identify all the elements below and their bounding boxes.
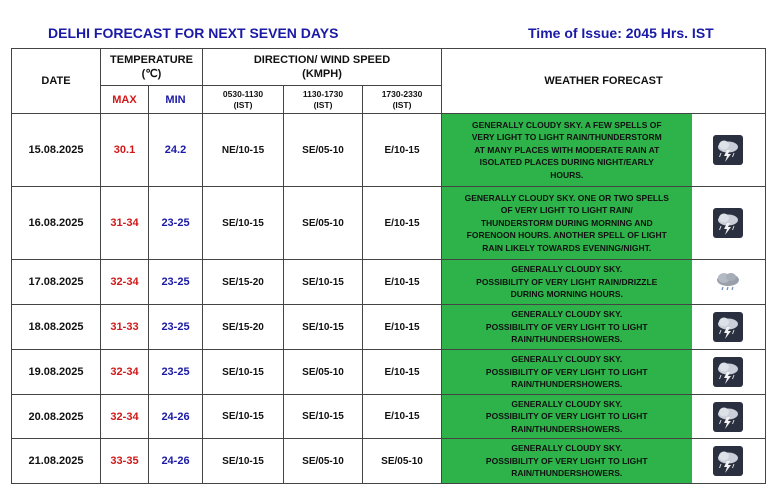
forecast-line: HOURS. xyxy=(550,169,584,180)
wind-cell: SE/15-20 xyxy=(203,260,284,305)
issue-time: Time of Issue: 2045 Hrs. IST xyxy=(528,25,714,41)
date-cell: 18.08.2025 xyxy=(12,305,101,350)
forecast-line: POSSIBILITY OF VERY LIGHT TO LIGHT xyxy=(485,366,648,377)
date-cell: 15.08.2025 xyxy=(12,114,101,187)
min-temp-cell: 24-26 xyxy=(149,395,203,439)
forecast-row xyxy=(12,350,766,395)
min-temp-cell: 23-25 xyxy=(149,350,203,395)
forecast-line: DURING MORNING HOURS. xyxy=(510,289,623,300)
drizzle-cloud-icon xyxy=(713,267,743,297)
wind-cell: SE/10-15 xyxy=(203,350,284,395)
slot-time: 0530-1130 xyxy=(222,88,264,99)
forecast-row xyxy=(12,305,766,350)
weather-forecast-header: WEATHER FORECAST xyxy=(442,49,766,114)
forecast-line: ISOLATED PLACES DURING NIGHT/EARLY xyxy=(479,157,654,168)
page-title: DELHI FORECAST FOR NEXT SEVEN DAYS xyxy=(48,25,339,41)
wind-cell: SE/05-10 xyxy=(284,439,363,484)
slot-time: 1730-2330 xyxy=(381,88,423,99)
thunderstorm-icon xyxy=(713,402,743,432)
min-temp-cell: 23-25 xyxy=(149,260,203,305)
slot-zone: (IST) xyxy=(392,99,412,110)
forecast-row xyxy=(12,395,766,439)
wind-cell: E/10-15 xyxy=(363,350,442,395)
forecast-line: RAIN/THUNDERSHOWERS. xyxy=(511,423,623,434)
forecast-line: OF VERY LIGHT TO LIGHT RAIN/ xyxy=(500,205,633,216)
slot-zone: (IST) xyxy=(233,99,253,110)
forecast-line: POSSIBILITY OF VERY LIGHT TO LIGHT xyxy=(485,455,648,466)
date-cell: 21.08.2025 xyxy=(12,439,101,484)
forecast-text-cell xyxy=(442,350,692,395)
weather-icon-cell xyxy=(692,114,766,187)
wind-cell: NE/10-15 xyxy=(203,114,284,187)
wind-cell: SE/10-15 xyxy=(203,187,284,260)
wind-cell: SE/10-15 xyxy=(284,260,363,305)
slot-time: 1130-1730 xyxy=(302,88,344,99)
thunderstorm-icon xyxy=(713,208,743,238)
weather-icon-cell xyxy=(692,305,766,350)
slot-zone: (IST) xyxy=(313,99,333,110)
forecast-table xyxy=(11,48,766,484)
forecast-line: GENERALLY CLOUDY SKY. xyxy=(511,443,623,454)
date-header: DATE xyxy=(12,49,101,114)
weather-icon-cell xyxy=(692,439,766,484)
wind-cell: SE/05-10 xyxy=(284,350,363,395)
max-temp-cell: 33-35 xyxy=(101,439,149,484)
forecast-text-cell xyxy=(442,187,692,260)
forecast-line: RAIN/THUNDERSHOWERS. xyxy=(511,379,623,390)
wind-header xyxy=(203,49,442,86)
date-cell: 19.08.2025 xyxy=(12,350,101,395)
forecast-line: GENERALLY CLOUDY SKY. A FEW SPELLS OF xyxy=(471,119,662,130)
forecast-row xyxy=(12,187,766,260)
forecast-line: THUNDERSTORM DURING MORNING AND xyxy=(480,217,653,228)
slot-header-evening xyxy=(363,86,442,114)
forecast-line: RAIN/THUNDERSHOWERS. xyxy=(511,468,623,479)
wind-cell: E/10-15 xyxy=(363,260,442,305)
date-cell: 16.08.2025 xyxy=(12,187,101,260)
wind-cell: E/10-15 xyxy=(363,395,442,439)
forecast-line: GENERALLY CLOUDY SKY. xyxy=(511,398,623,409)
forecast-line: VERY LIGHT TO LIGHT RAIN/THUNDERSTORM xyxy=(471,132,662,143)
forecast-line: AT MANY PLACES WITH MODERATE RAIN AT xyxy=(474,144,660,155)
min-temp-cell: 24.2 xyxy=(149,114,203,187)
wind-cell: SE/15-20 xyxy=(203,305,284,350)
weather-icon-cell xyxy=(692,187,766,260)
forecast-row xyxy=(12,260,766,305)
weather-icon-cell xyxy=(692,350,766,395)
forecast-line: FORENOON HOURS. ANOTHER SPELL OF LIGHT xyxy=(466,230,667,241)
wind-cell: E/10-15 xyxy=(363,305,442,350)
slot-header-morning xyxy=(203,86,284,114)
forecast-line: POSSIBILITY OF VERY LIGHT TO LIGHT xyxy=(485,411,648,422)
wind-cell: SE/05-10 xyxy=(284,187,363,260)
wind-cell: E/10-15 xyxy=(363,114,442,187)
forecast-line: POSSIBILITY OF VERY LIGHT RAIN/DRIZZLE xyxy=(476,276,658,287)
weather-icon-cell xyxy=(692,260,766,305)
wind-unit: (KMPH) xyxy=(302,68,342,80)
forecast-line: GENERALLY CLOUDY SKY. xyxy=(511,309,623,320)
forecast-text-cell xyxy=(442,395,692,439)
wind-label: DIRECTION/ WIND SPEED xyxy=(253,54,391,66)
temperature-label: TEMPERATURE xyxy=(110,54,193,66)
thunderstorm-icon xyxy=(713,135,743,165)
forecast-row xyxy=(12,439,766,484)
temperature-header xyxy=(101,49,203,86)
forecast-text-cell xyxy=(442,260,692,305)
wind-cell: SE/10-15 xyxy=(203,395,284,439)
forecast-line: POSSIBILITY OF VERY LIGHT TO LIGHT xyxy=(485,321,648,332)
wind-cell: SE/10-15 xyxy=(284,305,363,350)
forecast-text-cell xyxy=(442,305,692,350)
max-temp-cell: 32-34 xyxy=(101,260,149,305)
forecast-line: GENERALLY CLOUDY SKY. xyxy=(511,354,623,365)
slot-header-afternoon xyxy=(284,86,363,114)
wind-cell: SE/10-15 xyxy=(203,439,284,484)
thunderstorm-icon xyxy=(713,446,743,476)
min-header: MIN xyxy=(149,86,203,114)
max-temp-cell: 32-34 xyxy=(101,395,149,439)
forecast-line: GENERALLY CLOUDY SKY. ONE OR TWO SPELLS xyxy=(464,192,669,203)
wind-cell: SE/10-15 xyxy=(284,395,363,439)
forecast-text-cell xyxy=(442,114,692,187)
forecast-text-cell xyxy=(442,439,692,484)
min-temp-cell: 23-25 xyxy=(149,187,203,260)
thunderstorm-icon xyxy=(713,312,743,342)
min-temp-cell: 24-26 xyxy=(149,439,203,484)
forecast-line: GENERALLY CLOUDY SKY. xyxy=(511,264,623,275)
date-cell: 17.08.2025 xyxy=(12,260,101,305)
wind-cell: SE/05-10 xyxy=(363,439,442,484)
weather-icon-cell xyxy=(692,395,766,439)
forecast-line: RAIN/THUNDERSHOWERS. xyxy=(511,334,623,345)
wind-cell: E/10-15 xyxy=(363,187,442,260)
max-temp-cell: 30.1 xyxy=(101,114,149,187)
temperature-unit: (℃) xyxy=(141,68,162,80)
forecast-line: RAIN LIKELY TOWARDS EVENING/NIGHT. xyxy=(482,242,652,253)
wind-cell: SE/05-10 xyxy=(284,114,363,187)
date-cell: 20.08.2025 xyxy=(12,395,101,439)
max-header: MAX xyxy=(101,86,149,114)
max-temp-cell: 31-34 xyxy=(101,187,149,260)
max-temp-cell: 32-34 xyxy=(101,350,149,395)
thunderstorm-icon xyxy=(713,357,743,387)
forecast-row xyxy=(12,114,766,187)
max-temp-cell: 31-33 xyxy=(101,305,149,350)
min-temp-cell: 23-25 xyxy=(149,305,203,350)
